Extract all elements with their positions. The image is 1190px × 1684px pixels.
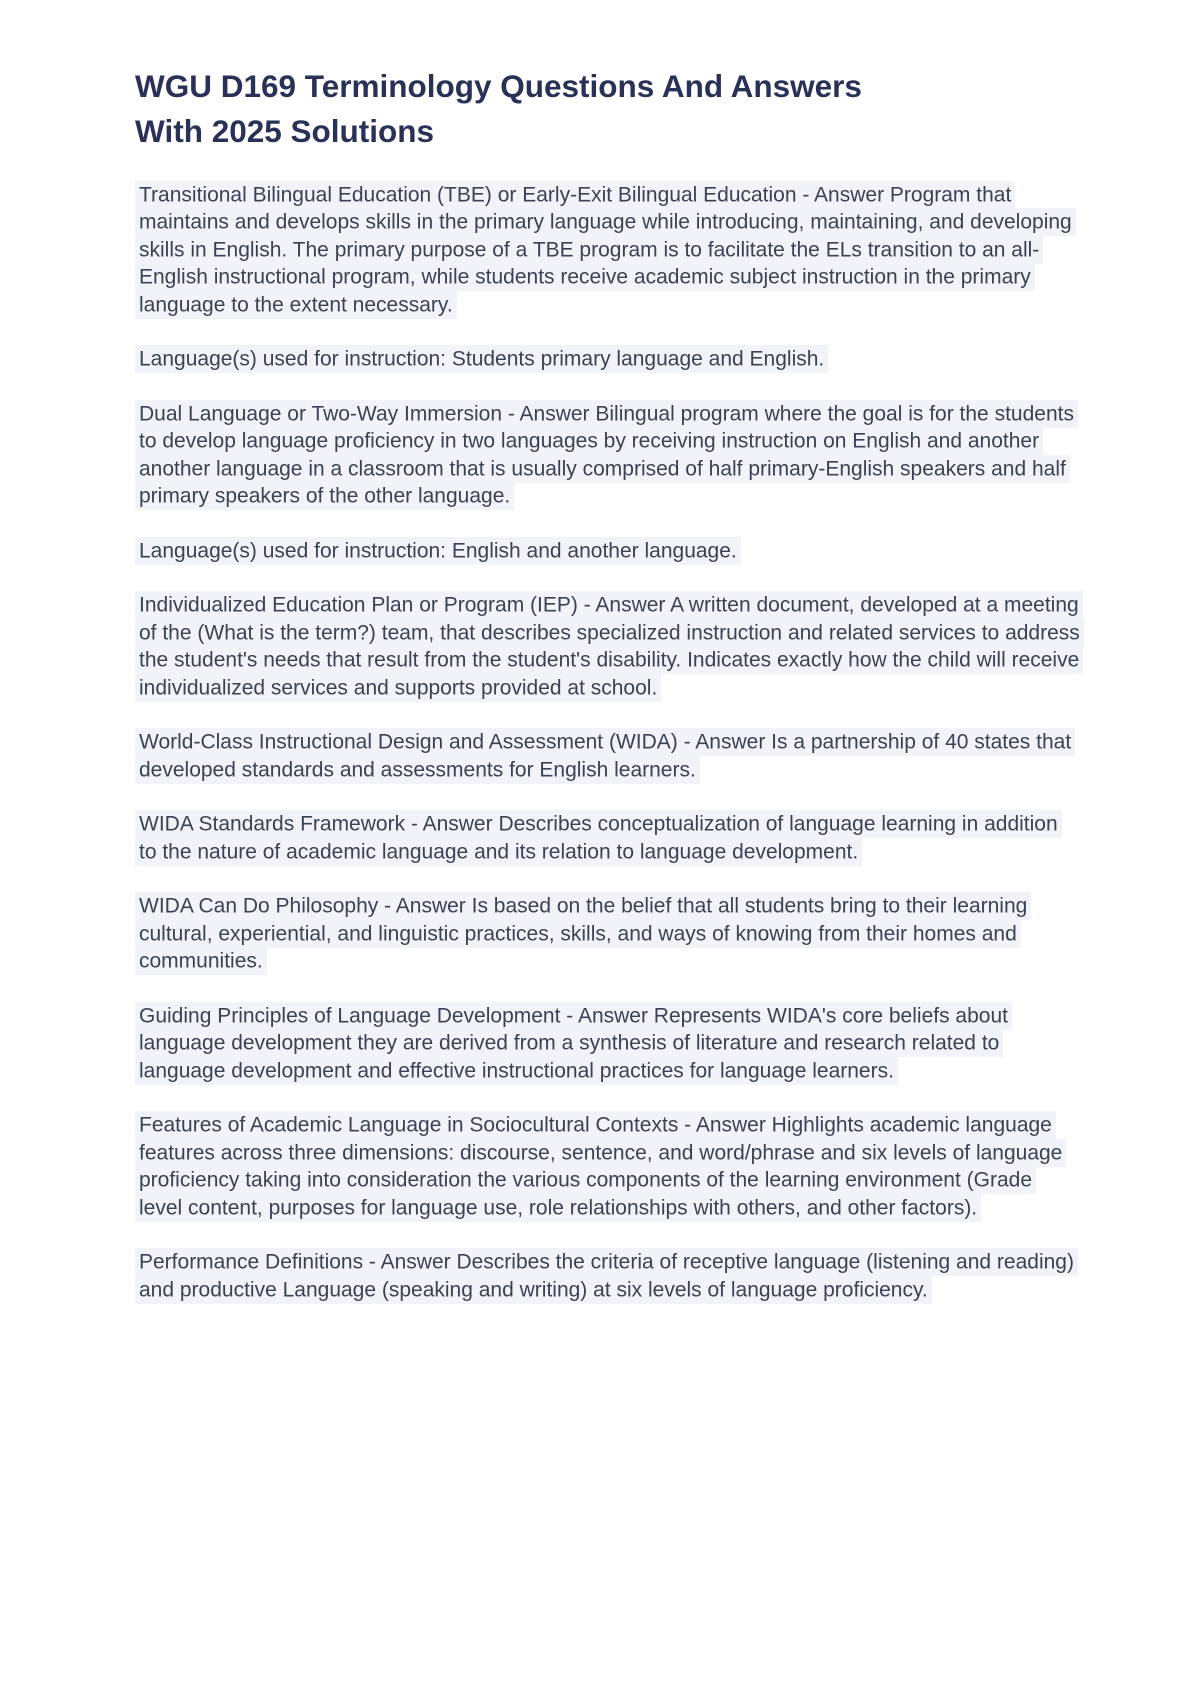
page-title-line-1: WGU D169 Terminology Questions And Answers <box>135 68 862 104</box>
paragraph-iep-definition <box>135 592 1080 702</box>
paragraph-wida-can-do-philosophy <box>135 893 1080 976</box>
paragraph-tbe-languages <box>135 346 1080 374</box>
highlighted-text: Performance Definitions - Answer Describes the criteria of receptive language (listening and reading) and productive Language (speaking and writing) at six levels of language proficiency. <box>135 1248 1078 1304</box>
paragraph-features-academic-language <box>135 1112 1080 1222</box>
paragraph-wida-standards-framework <box>135 811 1080 866</box>
paragraph-performance-definitions <box>135 1249 1080 1304</box>
highlighted-text: Language(s) used for instruction: Students primary language and English. <box>135 345 828 373</box>
paragraph-tbe-definition <box>135 181 1080 319</box>
paragraph-guiding-principles <box>135 1002 1080 1085</box>
page-title <box>135 64 1080 154</box>
highlighted-text: World-Class Instructional Design and Assessment (WIDA) - Answer Is a partnership of 40 states that developed standards and assessments for English learners. <box>135 728 1075 784</box>
paragraph-wida-definition <box>135 729 1080 784</box>
page-title-line-2: With 2025 Solutions <box>135 113 435 149</box>
highlighted-text: Transitional Bilingual Education (TBE) or Early-Exit Bilingual Education - Answer Program that maintains and develops skills in the primary language while introducing, maintaining, and developing skills in English. The primary purpose of a TBE program is to facilitate the ELs transition to an all-English instructional program, while students receive academic subject instruction in the primary language to the extent necessary. <box>135 181 1076 319</box>
highlighted-text: Features of Academic Language in Sociocultural Contexts - Answer Highlights academic language features across three dimensions: discourse, sentence, and word/phrase and six levels of language proficiency taking into consideration the various components of the learning environment (Grade level content, purposes for language use, role relationships with others, and other factors). <box>135 1111 1066 1222</box>
highlighted-text: Language(s) used for instruction: English and another language. <box>135 537 741 565</box>
highlighted-text: WIDA Can Do Philosophy - Answer Is based on the belief that all students bring to their learning cultural, experiential, and linguistic practices, skills, and ways of knowing from their homes and communities. <box>135 892 1031 975</box>
highlighted-text: Dual Language or Two-Way Immersion - Answer Bilingual program where the goal is for the students to develop language proficiency in two languages by receiving instruction on English and another another language in a classroom that is usually comprised of half primary-English speakers and half primary speakers of the other language. <box>135 400 1078 511</box>
highlighted-text: Individualized Education Plan or Program (IEP) - Answer A written document, developed at a meeting of the (What is the term?) team, that describes specialized instruction and related services to address the student's needs that result from the student's disability. Indicates exactly how the child will receive individualized services and supports provided at school. <box>135 591 1084 702</box>
paragraph-dual-language-languages <box>135 537 1080 565</box>
highlighted-text: Guiding Principles of Language Development - Answer Represents WIDA's core beliefs about language development they are derived from a synthesis of literature and research related to language development and effective instructional practices for language learners. <box>135 1002 1012 1085</box>
highlighted-text: WIDA Standards Framework - Answer Describes conceptualization of language learning in addition to the nature of academic language and its relation to language development. <box>135 810 1062 866</box>
paragraph-dual-language-definition <box>135 400 1080 510</box>
